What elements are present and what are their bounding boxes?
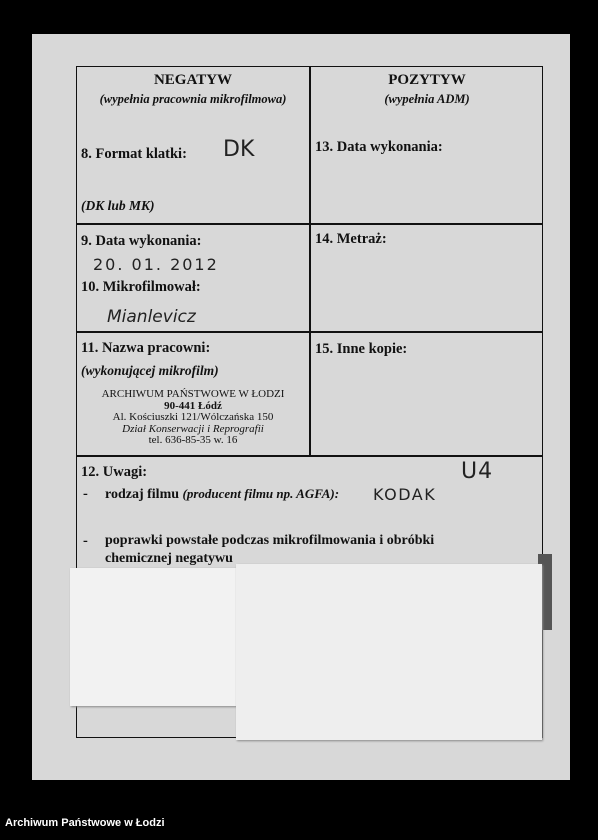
stamp-line-2: 90-441 Łódź — [164, 399, 222, 412]
archive-stamp — [77, 389, 309, 447]
taped-paper-right — [236, 564, 542, 740]
operator-label: 10. Mikrofilmował: — [81, 279, 201, 295]
film-type-hint: (producent filmu np. AGFA): — [182, 486, 340, 501]
column-divider — [309, 67, 311, 457]
format-hint: (DK lub MK) — [81, 198, 155, 213]
corrections-line-1: poprawki powstałe podczas mikrofilmowania i obróbki — [105, 533, 435, 548]
lab-name-hint: (wykonującej mikrofilm) — [81, 363, 219, 378]
corrections-line-2: chemicznej negatywu — [105, 551, 233, 566]
format-value: DK — [223, 137, 255, 162]
other-copies-label: 15. Inne kopie: — [315, 341, 408, 357]
format-label: 8. Format klatki: — [81, 146, 187, 162]
microfilm-card — [32, 34, 570, 780]
remarks-label: 12. Uwagi: — [81, 464, 148, 480]
archive-footer: Archiwum Państwowe w Łodzi — [5, 817, 165, 829]
operator-signature: Mianlevicz — [107, 307, 196, 327]
taped-paper-left — [70, 568, 246, 706]
row-divider-1 — [77, 223, 542, 225]
pozytyw-title: POZYTYW — [388, 72, 466, 88]
stamp-line-1: ARCHIWUM PAŃSTWOWE W ŁODZI — [101, 388, 285, 400]
bullet-2: - — [83, 533, 88, 549]
pozytyw-subtitle: (wypełnia ADM) — [384, 92, 470, 106]
row-divider-2 — [77, 331, 542, 333]
stamp-line-4: Dział Konserwacji i Reprografii — [122, 422, 264, 435]
film-type-row — [105, 486, 339, 503]
length-label: 14. Metraż: — [315, 231, 387, 247]
positive-date-label: 13. Data wykonania: — [315, 139, 443, 155]
negative-date-label: 9. Data wykonania: — [81, 233, 202, 249]
negative-date-value: 20. 01. 2012 — [93, 255, 219, 274]
film-type-value: KODAK — [373, 485, 437, 504]
lab-name-label: 11. Nazwa pracowni: — [81, 340, 211, 356]
remarks-corner-mark: U4 — [461, 459, 494, 484]
stamp-line-3: Al. Kościuszki 121/Wólczańska 150 — [112, 411, 274, 423]
bullet-1: - — [83, 486, 88, 502]
negatyw-title: NEGATYW — [153, 72, 233, 88]
row-divider-3 — [77, 455, 542, 457]
stamp-line-5: tel. 636-85-35 w. 16 — [148, 434, 238, 446]
film-type-label: rodzaj filmu — [105, 487, 180, 502]
negatyw-subtitle: (wypełnia pracownia mikrofilmowa) — [99, 92, 287, 106]
